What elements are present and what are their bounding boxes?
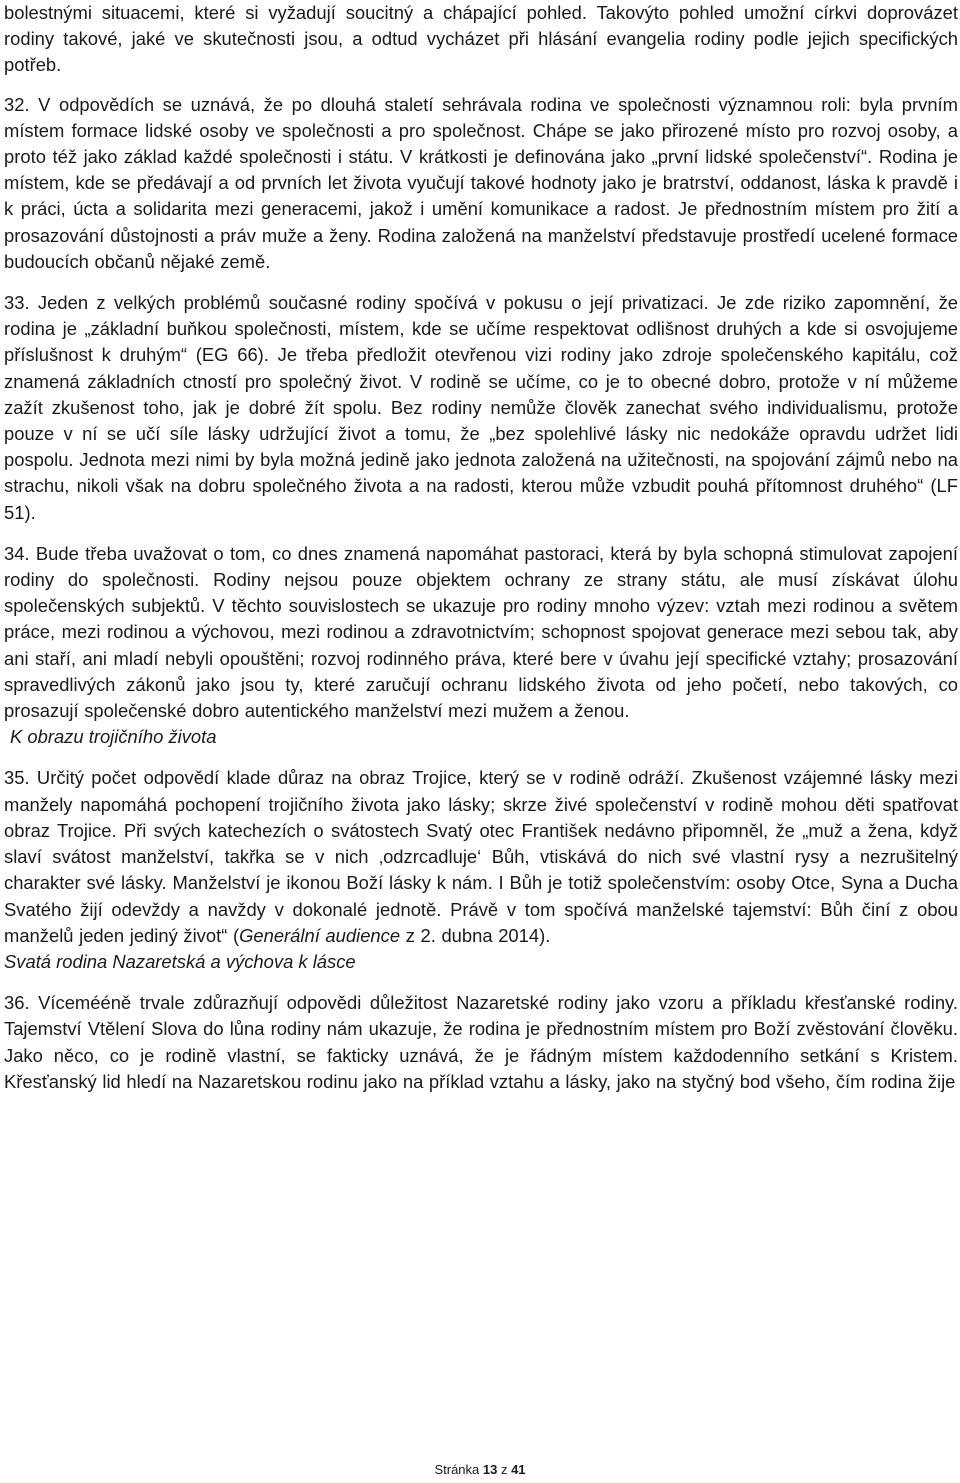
- footer-page-number: 13: [482, 1462, 498, 1477]
- paragraph-34: 34. Bude třeba uvažovat o tom, co dnes znamená napomáhat pastoraci, která by byla schopná stimulovat zapojení rodiny do společnosti. Rodiny nejsou pouze objektem ochrany ze strany státu, ale musí získávat úlohu společenských subjektů. V těchto souvislostech se ukazuje pro rodiny mnoho výzev: vztah mezi rodinou a světem práce, mezi rodinou a výchovou, mezi rodinou a zdravotnictvím; schopnost spojovat generace mezi sebou tak, aby ani staří, ani mladí nebyli opouštěni; rozvoj rodinného práva, které bere v úvahu její specifické vztahy; prosazování spravedlivých zákonů jako jsou ty, které zaručují ochranu lidského života od jeho početí, nebo takových, co prosazují společenské dobro autentického manželství mezi mužem a ženou.: [4, 542, 958, 722]
- section-heading-trinity: K obrazu trojičního života: [10, 726, 217, 748]
- paragraph-35: [4, 765, 958, 948]
- footer-page-total: 41: [511, 1462, 526, 1477]
- paragraph-35-text-b: z 2. dubna 2014).: [400, 924, 551, 946]
- section-heading-nazareth: Svatá rodina Nazaretská a výchova k lásce: [4, 950, 356, 972]
- document-page: [4, 0, 958, 1095]
- page-footer: [0, 1462, 960, 1478]
- paragraph-33: 33. Jeden z velkých problémů současné rodiny spočívá v pokusu o její privatizaci. Je zde riziko zapomnění, že rodina je „základní buňkou společnosti, místem, kde se učíme respektovat odlišnost druhých a kde si osvojujeme příslušnost k druhým“ (EG 66). Je třeba předložit otevřenou vizi rodiny jako zdroje společenského kapitálu, což znamená základních ctností pro společný život. V rodině se učíme, co je to obecné dobro, protože v ní můžeme zažít zkušenost toho, jak je dobré žít spolu. Bez rodiny nemůže člověk zanechat svého individualismu, protože pouze v ní se učí síle lásky udržující život a tomu, že „bez spolehlivé lásky nic nedokáže opravdu udržet lidi pospolu. Jednota mezi nimi by byla možná jedině jako jednota založená na užitečnosti, na spojování zájmů nebo na strachu, nikoli však na dobru společného života a na radosti, kterou může vzbudit pouhá přítomnost druhého“ (LF 51).: [4, 292, 958, 523]
- footer-separator: z: [497, 1462, 512, 1477]
- paragraph-32-text-b: . Rodina je místem, kde se předávají a od prvních let života vyučují takové hodnoty jako je bratrství, oddanost, láska k pravdě i k práci, úcta a solidarita mezi generacemi, jakož i umění komunikace a radost. Je přednostním místem pro žití a prosazování důstojnosti a práv muže a ženy. Rodina založená na manželství představuje prostředí ucelené formace budoucích občanů nějaké země.: [4, 146, 958, 272]
- paragraph-36: 36. Vícemééně trvale zdůrazňují odpovědi důležitost Nazaretské rodiny jako vzoru a příkladu křesťanské rodiny. Tajemství Vtělení Slova do lůna rodiny nám ukazuje, že rodina je přednostním místem pro Boží zvěstování člověku. Jako něco, co je rodině vlastní, se fakticky uznává, že je řádným místem každodenního setkání s Kristem. Křesťanský lid hledí na Nazaretskou rodinu jako na příklad vztahu a lásky, jako na styčný bod všeho, čím rodina žije: [4, 992, 958, 1092]
- paragraph-35-italic: Generální audience: [239, 924, 401, 946]
- paragraph-32-text-a: 32. V odpovědích se uznává, že po dlouhá staletí sehrávala rodina ve společnosti významnou roli: byla prvním místem formace lidské osoby ve společnosti a pro společnost. Chápe se jako přirozené místo pro rozvoj osoby, a proto též jako základ každé společnosti i státu. V krátkosti je definována jako: [4, 93, 958, 168]
- paragraph-32-quote: „první lidské společenství“: [651, 146, 868, 168]
- footer-prefix: Stránka: [434, 1462, 483, 1477]
- paragraph-32: [4, 92, 958, 275]
- continuation-paragraph: bolestnými situacemi, které si vyžadují soucitný a chápající pohled. Takovýto pohled umožní církvi doprovázet rodiny takové, jaké ve skutečnosti jsou, a odtud vycházet při hlásání evangelia rodiny podle jejich specifických potřeb.: [4, 2, 958, 76]
- paragraph-35-text-a: 35. Určitý počet odpovědí klade důraz na obraz Trojice, který se v rodině odráží. Zkušenost vzájemné lásky mezi manžely napomáhá pochopení trojičního života jako lásky; skrze živé společenství v rodině mohou děti spatřovat obraz Trojice. Při svých katechezích o svátostech Svatý otec František nedávno připomněl, že „muž a žena, když slaví svátost manželství, takřka se v nich ‚odzrcadluje‘ Bůh, vtiskává do nich své vlastní rysy a nezrušitelný charakter své lásky. Manželství je ikonou Boží lásky k nám. I Bůh je totiž společenstvím: osoby Otce, Syna a Ducha Svatého žijí odevždy a navždy v dokonalé jednotě. Právě v tom spočívá manželské tajemství: Bůh činí z obou manželů jeden jediný život“ (: [4, 767, 958, 946]
